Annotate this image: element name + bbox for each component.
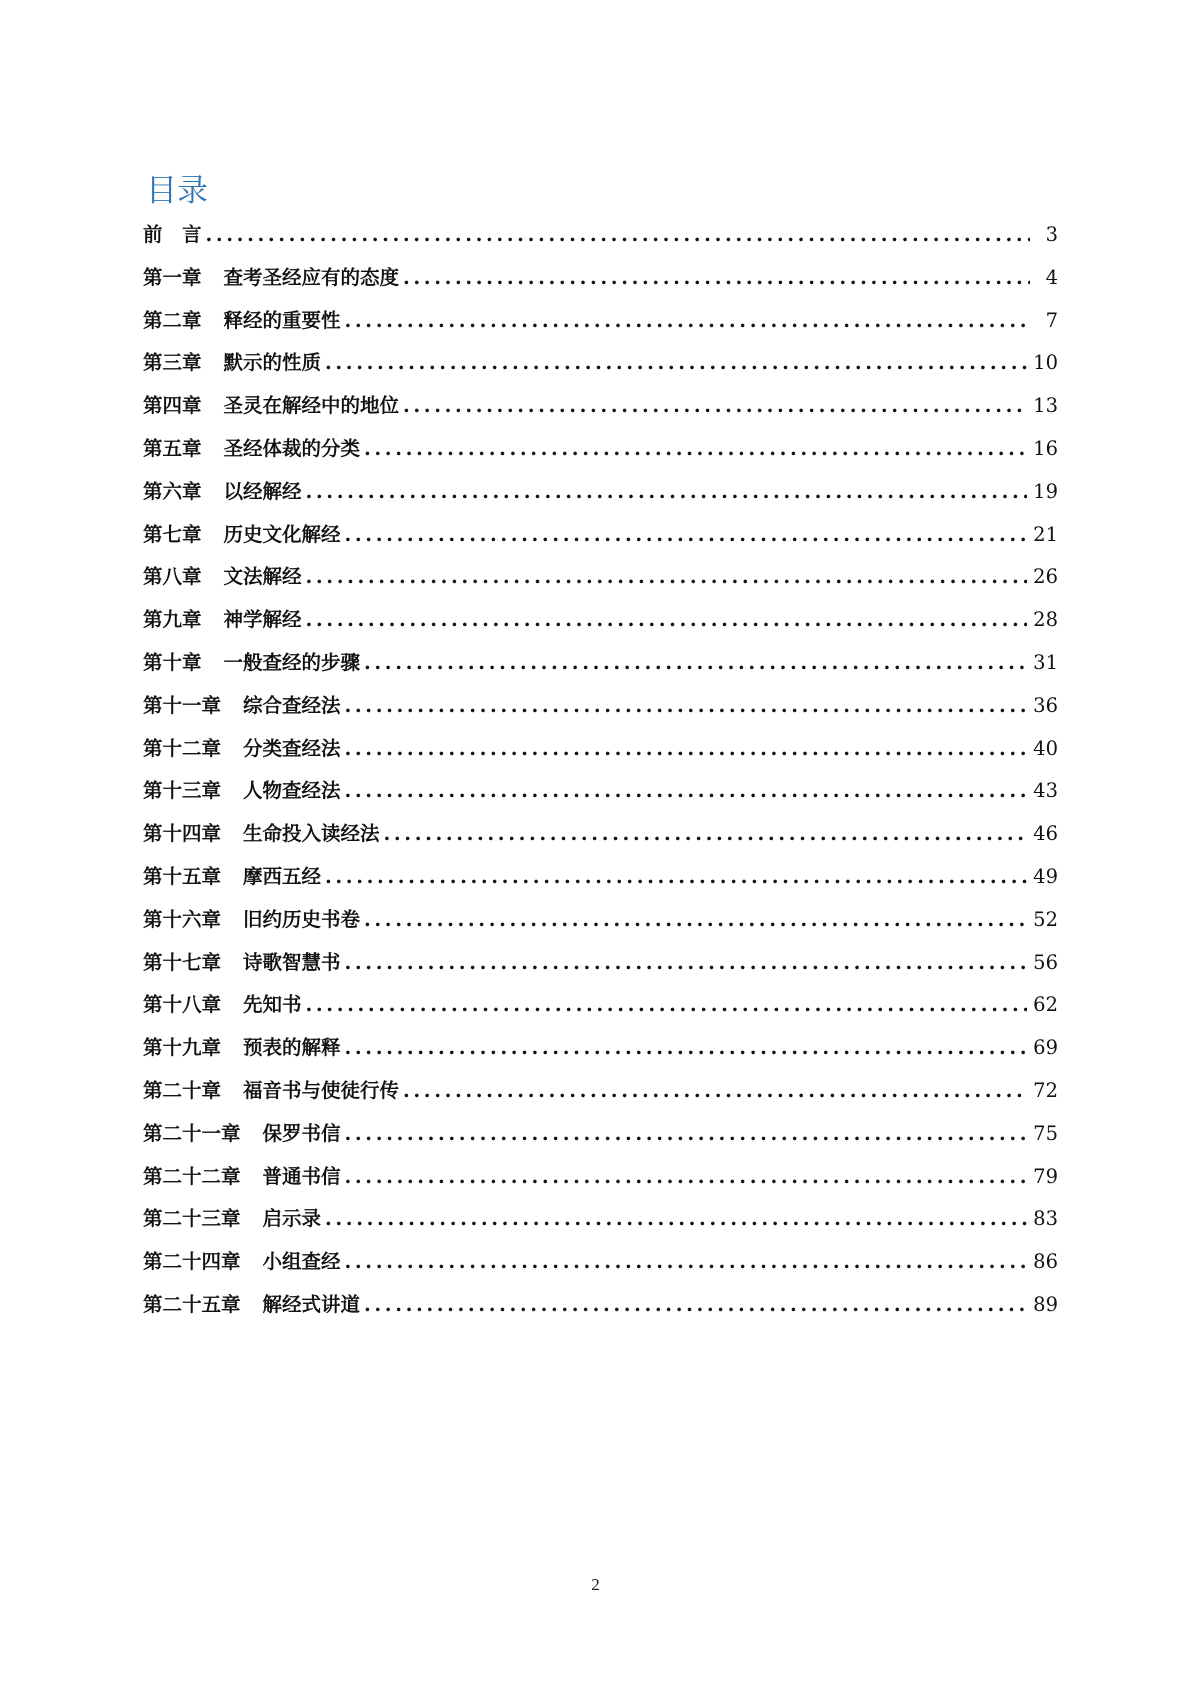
toc-entry-chapter: 第三章 (143, 351, 202, 375)
toc-dot-leader (403, 385, 1027, 428)
toc-entry-chapter: 第九章 (143, 608, 202, 632)
toc-entry[interactable] (143, 342, 1058, 385)
toc-entry[interactable] (143, 1027, 1058, 1070)
toc-entry-chapter: 第十三章 (143, 779, 222, 803)
toc-entry-page-number: 79 (1033, 1164, 1058, 1188)
toc-entry-page-number: 3 (1045, 223, 1058, 246)
toc-entry-page-number: 31 (1033, 650, 1058, 674)
toc-entry[interactable] (143, 1241, 1058, 1284)
toc-dot-leader (325, 342, 1027, 385)
toc-entry-page-number: 26 (1033, 565, 1058, 589)
toc-entry-page-number: 56 (1033, 950, 1058, 974)
toc-entry[interactable] (143, 428, 1058, 471)
toc-entry[interactable] (143, 728, 1058, 771)
toc-dot-leader (306, 984, 1028, 1027)
toc-entry-chapter: 前 言 (143, 223, 202, 246)
toc-entry[interactable] (143, 514, 1058, 557)
toc-entry-title: 人物查经法 (243, 779, 341, 803)
toc-entry[interactable] (143, 471, 1058, 514)
toc-dot-leader (384, 813, 1028, 856)
toc-entry-title: 默示的性质 (223, 351, 322, 375)
toc-entry-title: 福音书与使徒行传 (243, 1078, 400, 1102)
toc-entry-title: 预表的解释 (243, 1036, 341, 1060)
toc-entry[interactable] (143, 642, 1058, 685)
toc-dot-leader (364, 1284, 1027, 1327)
toc-dot-leader (345, 685, 1028, 728)
toc-entry-chapter: 第六章 (143, 479, 202, 503)
toc-entry[interactable] (143, 1284, 1058, 1327)
toc-dot-leader (364, 642, 1027, 685)
toc-dot-leader (345, 1241, 1028, 1284)
toc-entry-page-number: 28 (1033, 608, 1058, 632)
toc-entry-title: 保罗书信 (262, 1121, 341, 1145)
toc-entry-title: 解经式讲道 (262, 1292, 361, 1316)
toc-dot-leader (206, 214, 1030, 257)
toc-heading: 目录 (146, 173, 208, 209)
toc-entry-chapter: 第十五章 (143, 864, 222, 888)
toc-entry-title: 查考圣经应有的态度 (223, 265, 400, 289)
toc-dot-leader (364, 899, 1027, 942)
toc-entry-title: 神学解经 (223, 608, 302, 632)
toc-dot-leader (345, 728, 1028, 771)
toc-entry[interactable] (143, 599, 1058, 642)
toc-entry-chapter: 第十九章 (143, 1036, 222, 1060)
toc-entry-page-number: 75 (1033, 1121, 1058, 1145)
toc-entry[interactable] (143, 942, 1058, 985)
toc-dot-leader (306, 471, 1028, 514)
toc-entry-chapter: 第八章 (143, 565, 202, 589)
toc-dot-leader (345, 300, 1030, 343)
toc-entry-title: 释经的重要性 (223, 308, 341, 332)
toc-entry-chapter: 第十七章 (143, 950, 222, 974)
toc-dot-leader (325, 856, 1027, 899)
toc-entry[interactable] (143, 770, 1058, 813)
toc-entry-page-number: 4 (1045, 265, 1058, 289)
toc-entry-page-number: 43 (1033, 779, 1058, 803)
toc-entry[interactable] (143, 899, 1058, 942)
toc-entry[interactable] (143, 813, 1058, 856)
toc-entry-title: 圣灵在解经中的地位 (223, 394, 400, 418)
page-number: 2 (591, 1575, 600, 1594)
toc-entry-chapter: 第二十四章 (143, 1250, 241, 1274)
toc-list (143, 214, 1058, 1327)
toc-entry-chapter: 第四章 (143, 394, 202, 418)
toc-entry-chapter: 第十二章 (143, 736, 222, 760)
toc-entry-page-number: 7 (1045, 308, 1058, 332)
toc-entry[interactable] (143, 1156, 1058, 1199)
toc-entry-chapter: 第二十一章 (143, 1121, 241, 1145)
toc-entry-chapter: 第二十二章 (143, 1164, 241, 1188)
toc-dot-leader (364, 428, 1027, 471)
toc-entry-title: 文法解经 (223, 565, 302, 589)
toc-entry[interactable] (143, 214, 1058, 257)
toc-entry-chapter: 第十六章 (143, 907, 222, 931)
toc-entry[interactable] (143, 556, 1058, 599)
toc-entry-page-number: 46 (1033, 822, 1058, 846)
toc-entry-page-number: 13 (1033, 394, 1058, 418)
toc-entry-page-number: 52 (1033, 907, 1058, 931)
toc-entry-title: 旧约历史书卷 (243, 907, 361, 931)
toc-entry-title: 先知书 (243, 993, 302, 1017)
toc-dot-leader (345, 514, 1028, 557)
toc-dot-leader (325, 1198, 1027, 1241)
toc-dot-leader (306, 556, 1028, 599)
toc-entry[interactable] (143, 984, 1058, 1027)
toc-entry[interactable] (143, 1113, 1058, 1156)
toc-entry-title: 综合查经法 (243, 693, 341, 717)
toc-entry-chapter: 第十八章 (143, 993, 222, 1017)
toc-entry-chapter: 第二章 (143, 308, 202, 332)
toc-entry-page-number: 21 (1033, 522, 1058, 546)
toc-entry[interactable] (143, 1070, 1058, 1113)
toc-entry-title: 诗歌智慧书 (243, 950, 341, 974)
toc-entry[interactable] (143, 1198, 1058, 1241)
toc-entry-title: 普通书信 (262, 1164, 341, 1188)
toc-entry-page-number: 86 (1033, 1250, 1058, 1274)
toc-dot-leader (345, 1113, 1028, 1156)
toc-entry-page-number: 16 (1033, 436, 1058, 460)
toc-entry[interactable] (143, 257, 1058, 300)
toc-entry-title: 生命投入读经法 (243, 822, 380, 846)
toc-dot-leader (345, 1027, 1028, 1070)
toc-entry-page-number: 83 (1033, 1207, 1058, 1231)
toc-entry-chapter: 第二十五章 (143, 1292, 241, 1316)
toc-entry-chapter: 第一章 (143, 265, 202, 289)
toc-entry-title: 分类查经法 (243, 736, 341, 760)
toc-dot-leader (403, 1070, 1027, 1113)
toc-dot-leader (403, 257, 1030, 300)
toc-entry[interactable] (143, 685, 1058, 728)
toc-entry-title: 圣经体裁的分类 (223, 436, 361, 460)
toc-entry-chapter: 第十一章 (143, 693, 222, 717)
toc-dot-leader (345, 770, 1028, 813)
toc-entry-title: 历史文化解经 (223, 522, 341, 546)
toc-entry-title: 启示录 (262, 1207, 322, 1231)
toc-entry-title: 摩西五经 (243, 864, 322, 888)
toc-entry[interactable] (143, 856, 1058, 899)
toc-dot-leader (306, 599, 1028, 642)
toc-entry-page-number: 72 (1033, 1078, 1058, 1102)
toc-entry-page-number: 19 (1033, 479, 1058, 503)
toc-entry-page-number: 10 (1033, 351, 1058, 375)
toc-entry-chapter: 第七章 (143, 522, 202, 546)
toc-dot-leader (345, 942, 1028, 985)
toc-entry[interactable] (143, 385, 1058, 428)
toc-entry-page-number: 40 (1033, 736, 1058, 760)
toc-entry-title: 一般查经的步骤 (223, 650, 361, 674)
toc-entry-page-number: 49 (1033, 864, 1058, 888)
toc-entry[interactable] (143, 300, 1058, 343)
toc-entry-title: 以经解经 (223, 479, 302, 503)
toc-entry-page-number: 69 (1033, 1036, 1058, 1060)
toc-entry-chapter: 第五章 (143, 436, 202, 460)
toc-entry-chapter: 第十四章 (143, 822, 222, 846)
toc-entry-title: 小组查经 (262, 1250, 341, 1274)
toc-dot-leader (345, 1156, 1028, 1199)
toc-entry-chapter: 第十章 (143, 650, 202, 674)
toc-entry-chapter: 第二十三章 (143, 1207, 241, 1231)
toc-entry-page-number: 36 (1033, 693, 1058, 717)
toc-entry-chapter: 第二十章 (143, 1078, 222, 1102)
toc-entry-page-number: 89 (1033, 1292, 1058, 1316)
toc-entry-page-number: 62 (1033, 993, 1058, 1017)
